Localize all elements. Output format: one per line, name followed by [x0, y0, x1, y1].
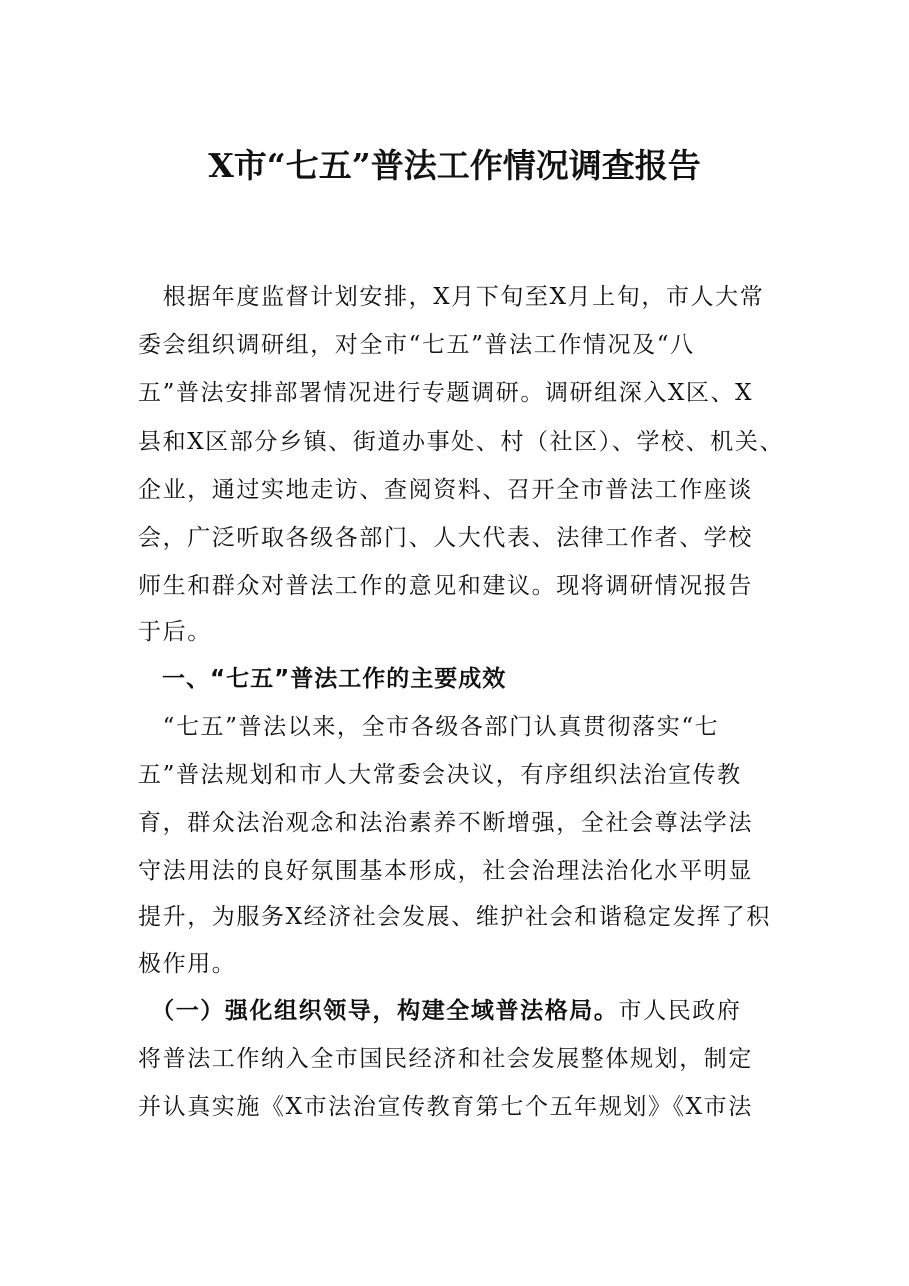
paragraph-line: 极作用。	[138, 951, 237, 977]
paragraph-line: “七五”普法以来，全市各级各部门认真贯彻落实“七	[138, 714, 720, 740]
paragraph-line: 县和X区部分乡镇、街道办事处、村（社区）、学校、机关、	[138, 429, 785, 455]
paragraph-line: 育，群众法治观念和法治素养不断增强，全社会尊法学法	[138, 810, 753, 836]
subsection-heading: （一）强化组织领导，构建全域普法格局。	[138, 997, 619, 1024]
paragraph-line: 守法用法的良好氛围基本形成，社会治理法治化水平明显	[138, 858, 753, 884]
paragraph-line: 企业，通过实地走访、查阅资料、召开全市普法工作座谈	[138, 477, 753, 503]
paragraph-line: 并认真实施《X市法治宣传教育第七个五年规划》《X市法	[138, 1094, 753, 1120]
paragraph-line: 于后。	[138, 619, 212, 645]
paragraph-line: 师生和群众对普法工作的意见和建议。现将调研情况报告	[138, 573, 753, 599]
document-title: X市“七五”普法工作情况调查报告	[208, 146, 701, 185]
section-heading: 一、“七五”普法工作的主要成效	[138, 666, 507, 692]
subsection-text: 市人民政府	[618, 998, 742, 1024]
paragraph-line: 提升，为服务X经济社会发展、维护社会和谐稳定发挥了积	[138, 904, 771, 930]
subsection-line	[138, 996, 742, 1026]
paragraph-line: 会，广泛听取各级各部门、人大代表、法律工作者、学校	[138, 525, 753, 551]
paragraph-line: 委会组织调研组，对全市“七五”普法工作情况及“八	[138, 332, 695, 358]
paragraph-line: 将普法工作纳入全市国民经济和社会发展整体规划，制定	[138, 1046, 753, 1072]
paragraph-line: 根据年度监督计划安排，X月下旬至X月上旬，市人大常	[138, 284, 765, 310]
paragraph-line: 五”普法安排部署情况进行专题调研。调研组深入X区、X	[138, 380, 754, 406]
paragraph-line: 五”普法规划和市人大常委会决议，有序组织法治宣传教	[138, 762, 742, 788]
